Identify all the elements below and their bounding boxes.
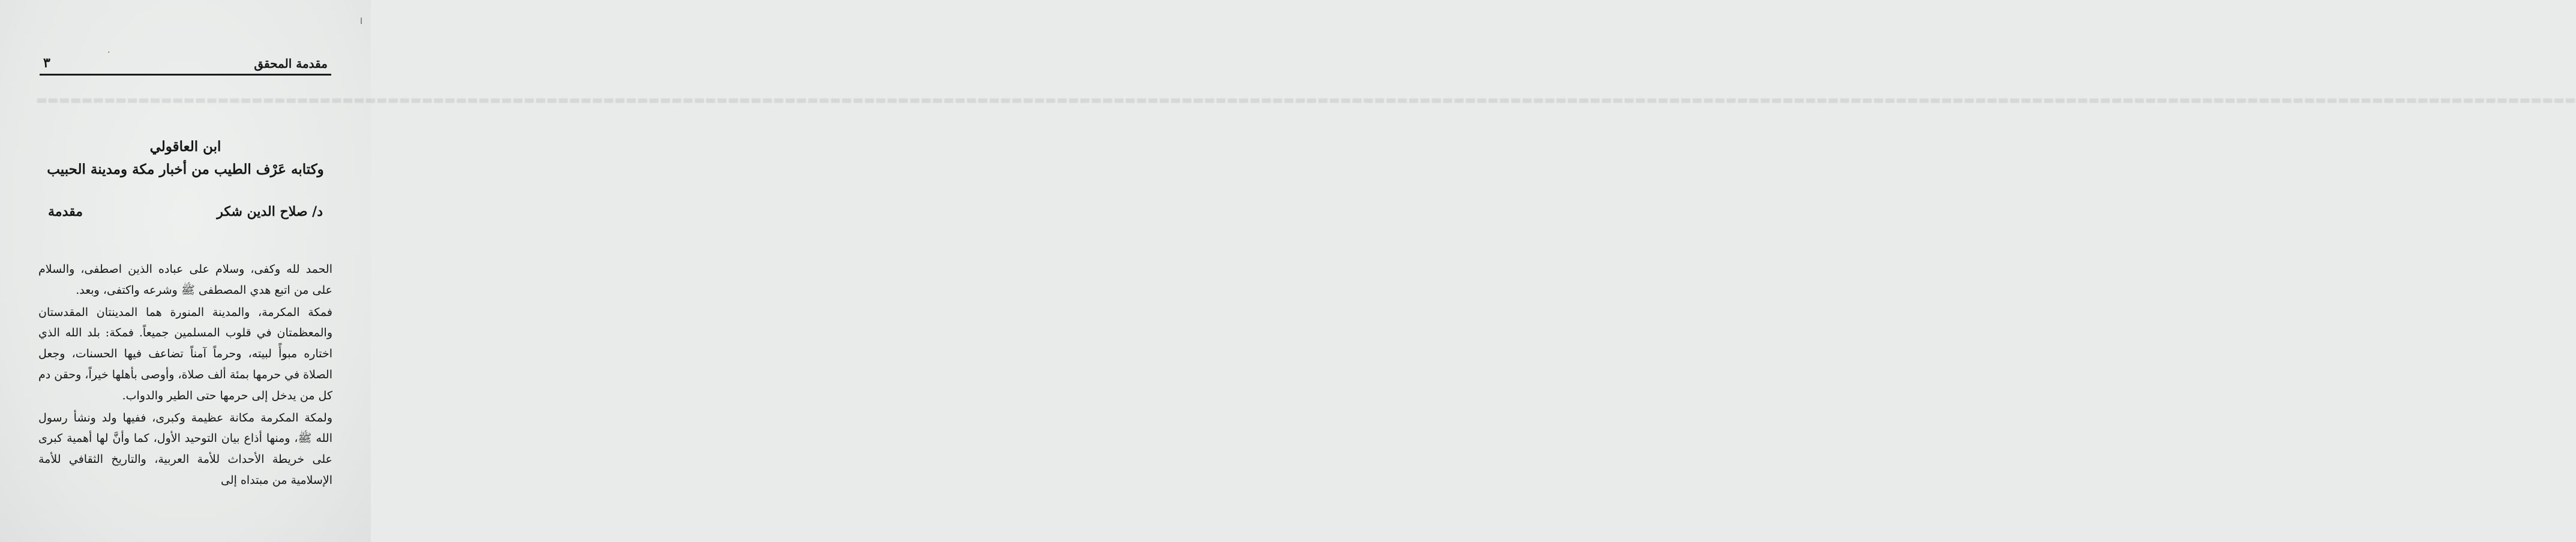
corner-mark: ا	[360, 17, 362, 26]
author-name: د/ صلاح الدين شكر	[217, 204, 323, 219]
running-title: مقدمة المحقق	[254, 56, 328, 71]
section-heading: مقدمة	[48, 204, 83, 219]
header-rule	[40, 74, 331, 76]
page-number: ٣	[43, 55, 50, 71]
title-block	[36, 136, 335, 181]
title-line-2: وكتابه عَرْف الطيب من أخبار مكة ومدينة الحبيب	[47, 161, 324, 177]
paragraph: فمكة المكرمة، والمدينة المنورة هما المدينتان المقدستان والمعظمتان في قلوب المسلمين جميعاً. فمكة: بلد الله الذي اختاره مبوأً لبيته، وحرماً آمناً تضاعف فيها الحسنات، وجعل الصلاة في حرمها بمئة ألف صلاة، وأوصى بأهلها خيراً، وحقن دم كل من يدخل إلى حرمها حتى الطير والدواب.	[38, 305, 332, 402]
paragraph: الحمد لله وكفى، وسلام على عباده الذين اصطفى، والسلام على من اتبع هدي المصطفى ﷺ وشرعه واكتفى، وبعد.	[38, 263, 332, 297]
title-line-1: ابن العاقولي	[149, 138, 221, 155]
page-header	[43, 50, 328, 73]
body-text	[38, 259, 332, 491]
byline	[48, 204, 323, 225]
ink-speck: ′	[108, 50, 110, 59]
bleed-through-texture: ▬▬▬▬▬▬▬▬▬▬▬▬▬▬▬▬▬▬▬▬▬▬▬▬▬▬▬▬▬▬▬▬▬▬▬▬▬▬▬▬▬▬▬▬▬▬▬▬▬▬▬▬▬▬▬▬▬▬▬▬▬▬▬▬▬▬▬▬▬▬▬▬▬▬▬▬▬▬▬▬▬▬▬▬▬▬▬▬▬▬▬▬▬▬▬▬▬▬▬▬▬▬▬▬▬▬▬▬▬▬▬▬▬▬▬▬▬▬▬▬▬▬▬▬▬▬▬▬▬▬▬▬▬▬▬▬▬▬▬▬▬▬▬▬▬▬▬▬▬▬▬▬▬▬▬▬▬▬▬▬▬▬▬▬▬▬▬▬▬▬▬▬▬▬▬▬▬▬▬▬▬▬▬▬▬▬▬▬▬▬▬▬▬▬▬▬▬▬▬▬▬▬▬▬▬▬▬▬▬▬▬▬▬▬▬▬▬▬▬▬▬▬▬▬	[36, 92, 2576, 107]
paragraph: ولمكة المكرمة مكانة عظيمة وكبرى، ففيها ولد ونشأ رسول الله ﷺ، ومنها أذاع بيان التوحيد الأول، كما وأنَّ لها أهمية كبرى على خريطة الأحداث للأمة العربية، والتاريخ الثقافي للأمة الإسلامية من مبتداه إلى	[38, 411, 332, 487]
